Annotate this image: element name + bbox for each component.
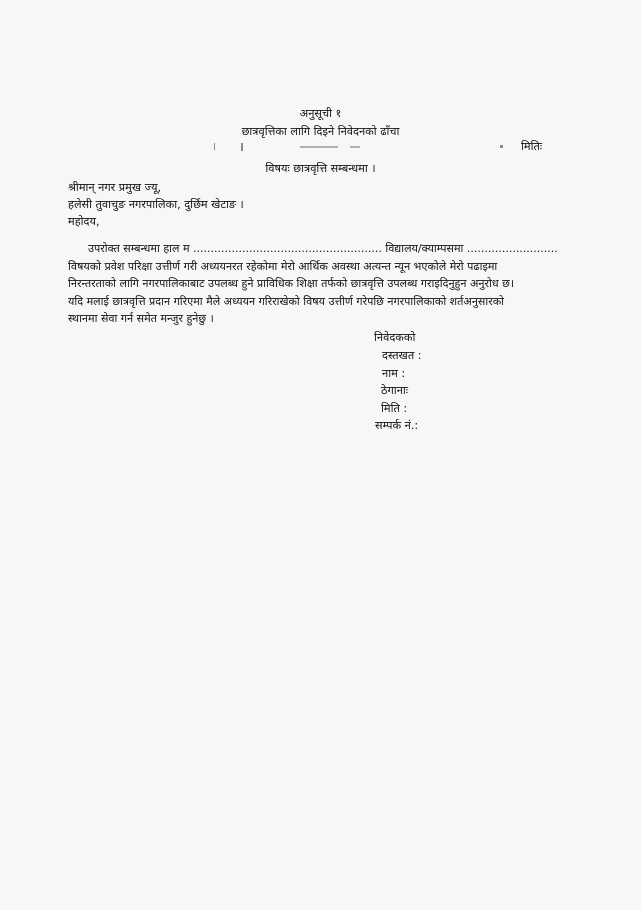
scan-mark bbox=[241, 143, 243, 151]
scan-mark bbox=[214, 143, 215, 150]
recipient-line-2: हलेसी तुवाचुङ नगरपालिका, दुर्छिम खेटाङ । bbox=[68, 198, 244, 211]
signature-date-field: मिति : bbox=[381, 402, 408, 415]
contact-field: सम्पर्क नं.: bbox=[375, 419, 419, 432]
recipient-line-1: श्रीमान् नगर प्रमुख ज्यू, bbox=[68, 181, 162, 194]
body-line: विषयको प्रवेश परिक्षा उत्तीर्ण गरी अध्ययनरत रहेकोमा मेरो आर्थिक अवस्था अत्यन्त न्यून भएकोले मेरो पढाइमा bbox=[68, 259, 498, 273]
body-line: निरन्तरताको लागि नगरपालिकाबाट उपलब्ध हुने प्राविधिक शिक्षा तर्फको छात्रवृत्ति उपलब्ध गराइदिनुहुन अनुरोध छ। bbox=[68, 277, 514, 290]
body-line: उपरोक्त सम्बन्धमा हाल म ...................................................... विद्यालय/क्याम्पसमा .......................... bbox=[88, 242, 558, 255]
subject-line: विषयः छात्रवृत्ति सम्बन्धमा । bbox=[265, 162, 376, 175]
scan-mark bbox=[350, 146, 360, 148]
scan-mark bbox=[500, 145, 503, 148]
annex-heading: अनुसूची १ bbox=[299, 107, 342, 120]
date-label: मितिः bbox=[521, 140, 543, 153]
body-paragraph bbox=[68, 240, 580, 328]
salutation: महोदय, bbox=[68, 215, 100, 228]
signature-field: दस्तखत : bbox=[382, 349, 422, 362]
address-field: ठेगानाः bbox=[381, 384, 409, 397]
applicant-label: निवेदकको bbox=[374, 331, 416, 344]
scan-mark bbox=[300, 146, 338, 148]
name-field: नाम : bbox=[382, 367, 406, 380]
form-title: छात्रवृत्तिका लागि दिइने निवेदनको ढाँचा bbox=[241, 125, 400, 138]
body-line: यदि मलाई छात्रवृत्ति प्रदान गरिएमा मैले अध्ययन गरिराखेको विषय उत्तीर्ण गरेपछि नगरपालिकाको शर्तअनुसारको bbox=[68, 294, 505, 308]
body-line: स्थानमा सेवा गर्न समेत मन्जुर हुनेछु । bbox=[68, 312, 214, 325]
